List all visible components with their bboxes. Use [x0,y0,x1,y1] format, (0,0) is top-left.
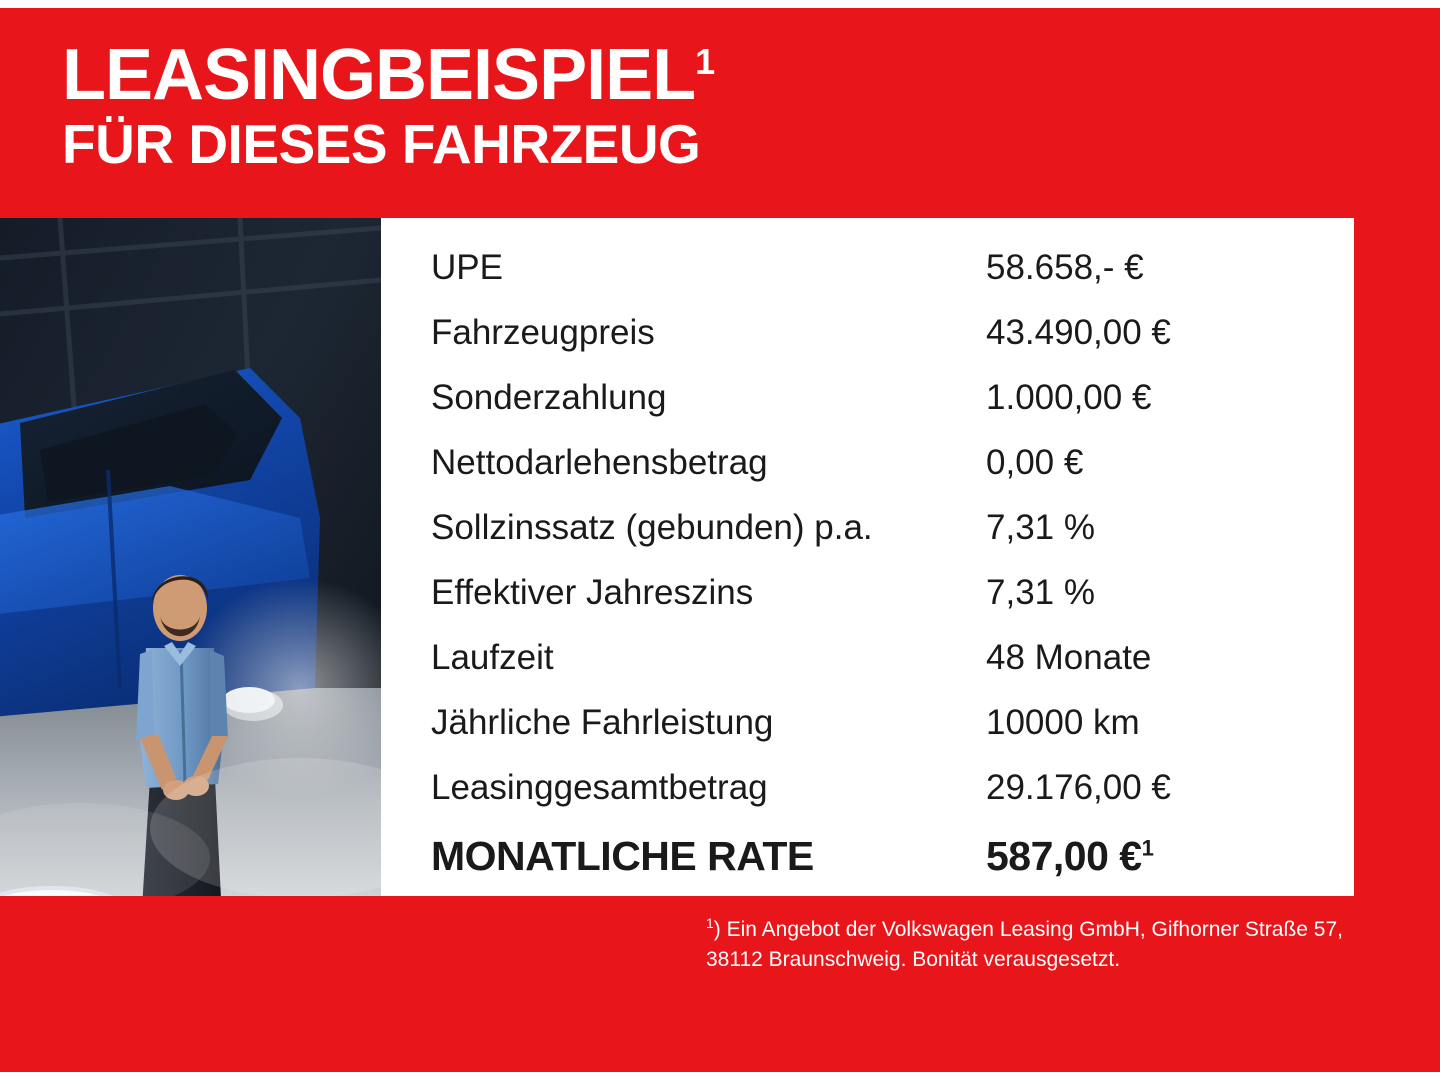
row-value: 0,00 € [986,443,1084,482]
footnote-text: ) Ein Angebot der Volkswagen Leasing GmbH, Gifhorner Straße 57, 38112 Braunschweig. Bonität verausgesetzt. [706,918,1343,972]
row-value: 1.000,00 € [986,378,1152,417]
leasing-details-card [0,218,1354,896]
page-subtitle: FÜR DIESES FAHRZEUG [62,112,701,175]
row-label: Laufzeit [431,638,554,677]
table-row [381,703,1354,768]
table-row [381,378,1354,443]
table-row [381,248,1354,313]
row-value: 29.176,00 € [986,768,1171,807]
row-label: Leasinggesamtbetrag [431,768,768,807]
row-value: 7,31 % [986,573,1095,612]
row-value: 48 Monate [986,638,1152,677]
headline-text: LEASINGBEISPIEL [62,35,696,115]
row-label: UPE [431,248,503,287]
row-label: Jährliche Fahrleistung [431,703,774,742]
table-row [381,508,1354,573]
row-label: Nettodarlehensbetrag [431,443,768,482]
page-title [62,35,1382,115]
row-value: 43.490,00 € [986,313,1171,352]
monthly-rate-amount: 587,00 € [986,833,1142,879]
vehicle-photo [0,218,381,896]
leasing-rows [381,248,1354,909]
footnote [706,915,1366,976]
footnote-marker: 1 [706,915,714,931]
table-row [381,443,1354,508]
monthly-rate-value [986,833,1153,880]
row-label: Effektiver Jahreszins [431,573,754,612]
monthly-rate-row [381,833,1354,909]
monthly-rate-footnote-marker: 1 [1141,835,1154,861]
row-value: 58.658,- € [986,248,1144,287]
headline-footnote-marker: 1 [695,41,715,82]
header [62,35,1382,175]
table-row [381,638,1354,703]
leasing-table [381,218,1354,896]
row-value: 7,31 % [986,508,1095,547]
row-value: 10000 km [986,703,1140,742]
monthly-rate-label: MONATLICHE RATE [431,833,814,879]
row-label: Fahrzeugpreis [431,313,655,352]
table-row [381,573,1354,638]
row-label: Sonderzahlung [431,378,667,417]
table-row [381,768,1354,833]
row-label: Sollzinssatz (gebunden) p.a. [431,508,873,547]
table-row [381,313,1354,378]
